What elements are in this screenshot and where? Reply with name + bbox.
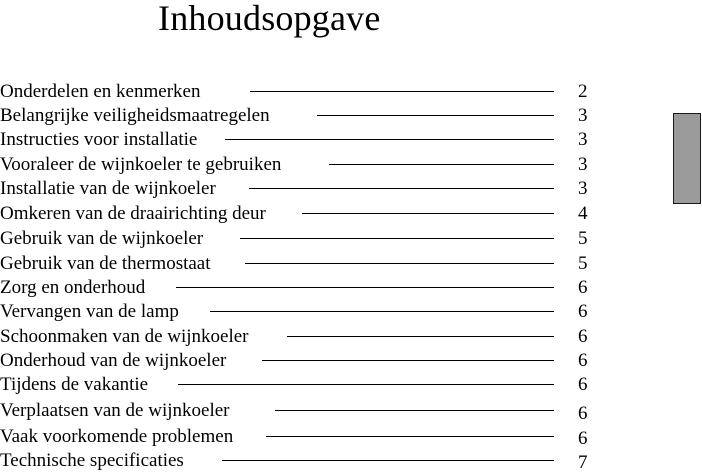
toc-entry-label: Gebruik van de thermostaat bbox=[0, 253, 211, 274]
toc-entry-page: 4 bbox=[578, 203, 588, 224]
toc-entry[interactable] bbox=[0, 153, 600, 177]
toc-leader-line bbox=[287, 336, 554, 337]
toc-leader-line bbox=[178, 384, 554, 385]
toc-entry-label: Belangrijke veiligheidsmaatregelen bbox=[0, 105, 270, 126]
toc-leader-line bbox=[317, 115, 554, 116]
toc-entry[interactable] bbox=[0, 349, 600, 373]
toc-entry-page: 5 bbox=[578, 253, 588, 274]
toc-entry-page: 6 bbox=[578, 350, 588, 371]
toc-entry-page: 5 bbox=[578, 228, 588, 249]
toc-entry-page: 6 bbox=[578, 301, 588, 322]
toc-entry[interactable] bbox=[0, 449, 600, 473]
toc-entry-page: 3 bbox=[578, 154, 588, 175]
toc-entry[interactable] bbox=[0, 202, 600, 226]
toc-entry-page: 7 bbox=[578, 452, 588, 473]
toc-entry-label: Installatie van de wijnkoeler bbox=[0, 178, 216, 199]
toc-entry[interactable] bbox=[0, 252, 600, 276]
toc-entry-label: Vooraleer de wijnkoeler te gebruiken bbox=[0, 154, 282, 175]
toc-entry-label: Vervangen van de lamp bbox=[0, 301, 179, 322]
toc-entry-label: Technische specificaties bbox=[0, 450, 184, 471]
toc-entry[interactable] bbox=[0, 104, 600, 128]
toc-leader-line bbox=[176, 287, 554, 288]
toc-entry-label: Vaak voorkomende problemen bbox=[0, 426, 234, 447]
toc-entry-label: Zorg en onderhoud bbox=[0, 277, 146, 298]
toc-leader-line bbox=[249, 188, 554, 189]
toc-entry-page: 6 bbox=[578, 277, 588, 298]
toc-entry-label: Gebruik van de wijnkoeler bbox=[0, 228, 204, 249]
toc-entry-label: Onderdelen en kenmerken bbox=[0, 81, 201, 102]
toc-entry-label: Instructies voor installatie bbox=[0, 129, 198, 150]
toc-leader-line bbox=[225, 139, 554, 140]
toc-leader-line bbox=[210, 311, 554, 312]
toc-entry-label: Omkeren van de draairichting deur bbox=[0, 203, 266, 224]
page-title: Inhoudsopgave bbox=[158, 0, 381, 38]
toc-entry-label: Schoonmaken van de wijnkoeler bbox=[0, 326, 249, 347]
toc-entry-page: 6 bbox=[578, 374, 588, 395]
toc-leader-line bbox=[262, 360, 554, 361]
toc-leader-line bbox=[275, 410, 554, 411]
toc-entry[interactable] bbox=[0, 276, 600, 300]
toc-entry-label: Onderhoud van de wijnkoeler bbox=[0, 350, 227, 371]
toc-entry[interactable] bbox=[0, 399, 600, 423]
toc-entry-page: 3 bbox=[578, 105, 588, 126]
toc-leader-line bbox=[250, 91, 554, 92]
toc-entry[interactable] bbox=[0, 325, 600, 349]
toc-leader-line bbox=[222, 460, 554, 461]
toc-entry-page: 3 bbox=[578, 178, 588, 199]
toc-entry[interactable] bbox=[0, 425, 600, 449]
toc-entry-page: 2 bbox=[578, 81, 588, 102]
toc-entry[interactable] bbox=[0, 177, 600, 201]
toc-entry-page: 6 bbox=[578, 428, 588, 449]
toc-entry-page: 6 bbox=[578, 326, 588, 347]
side-tab-marker bbox=[673, 113, 701, 204]
toc-leader-line bbox=[240, 238, 554, 239]
toc-entry[interactable] bbox=[0, 128, 600, 152]
toc-entry[interactable] bbox=[0, 300, 600, 324]
toc-leader-line bbox=[266, 436, 554, 437]
toc-entry[interactable] bbox=[0, 227, 600, 251]
toc-entry[interactable] bbox=[0, 373, 600, 397]
toc-entry-page: 3 bbox=[578, 129, 588, 150]
toc-leader-line bbox=[329, 164, 554, 165]
toc-leader-line bbox=[245, 263, 554, 264]
toc-entry-page: 6 bbox=[578, 403, 588, 424]
toc-leader-line bbox=[302, 213, 554, 214]
toc-entry-label: Tijdens de vakantie bbox=[0, 374, 149, 395]
toc-entry[interactable] bbox=[0, 80, 600, 104]
toc-entry-label: Verplaatsen van de wijnkoeler bbox=[0, 400, 230, 421]
